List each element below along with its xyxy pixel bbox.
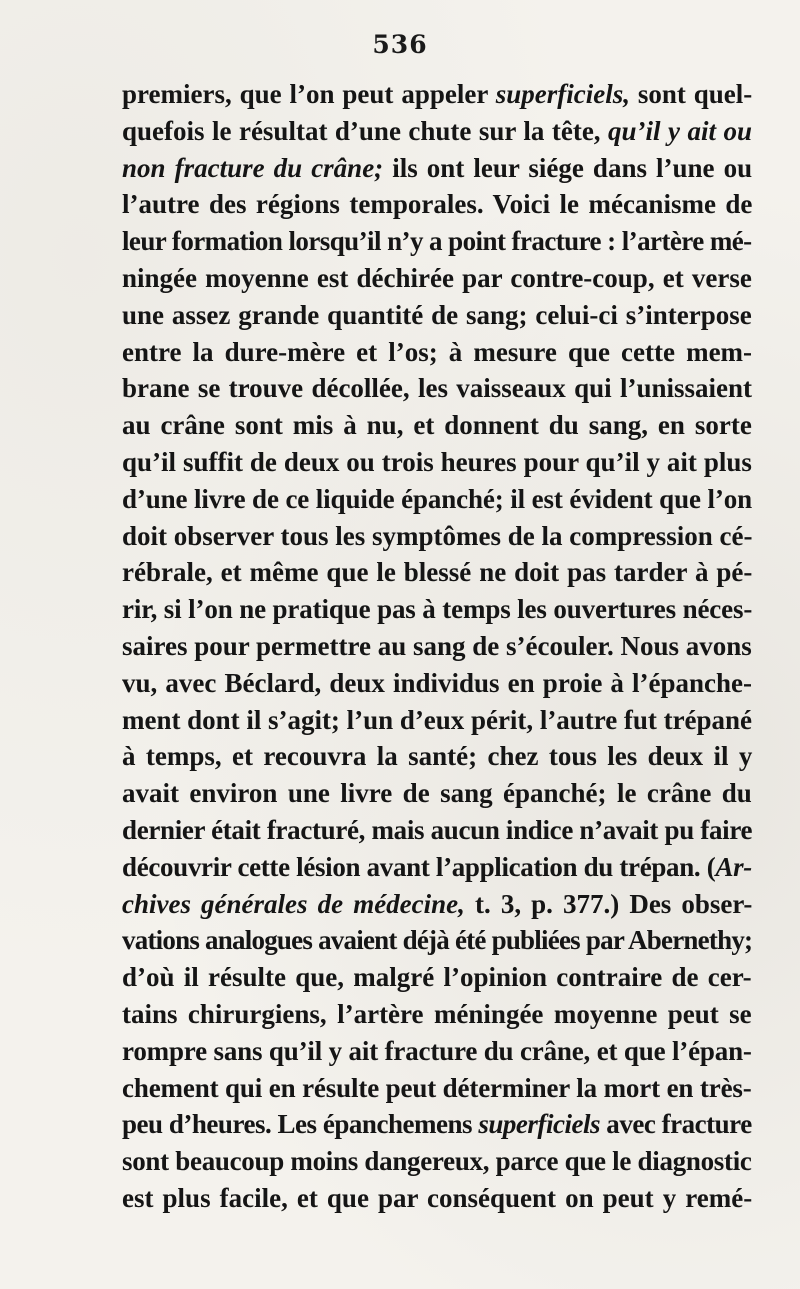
text-segment: t. 3, p. 377.) Des obser- <box>464 888 753 919</box>
text-segment: saires pour permettre au sang de s’écouler. Nous avons <box>122 630 752 661</box>
text-line <box>122 444 752 481</box>
text-line <box>122 812 752 849</box>
text-segment: avait environ une livre de sang épanché; le crâne du <box>122 778 752 809</box>
text-segment: peu d’heures. Les épanchemens <box>122 1109 479 1140</box>
text-segment: à temps, et recouvra la santé; chez tous les deux il y <box>122 741 753 772</box>
text-line <box>122 518 752 555</box>
text-segment: une assez grande quantité de sang; celui-ci s’interpose <box>122 299 752 330</box>
text-segment: leur formation lorsqu’il n’y a point fracture : l’artère mé- <box>122 226 752 257</box>
text-line <box>122 260 752 297</box>
text-line <box>122 1106 752 1143</box>
page-number: 536 <box>372 30 428 59</box>
text-line <box>122 186 752 223</box>
italic-segment: chives générales de médecine, <box>122 888 465 919</box>
text-segment: avec fracture <box>600 1109 752 1140</box>
text-segment: entre la dure-mère et l’os; à mesure que cette mem- <box>122 336 753 367</box>
text-segment: l’autre des régions temporales. Voici le mécanisme de <box>122 189 753 220</box>
text-line <box>122 738 752 775</box>
text-line <box>122 150 752 187</box>
text-segment: sont beaucoup moins dangereux, parce que le diagnostic <box>122 1146 752 1177</box>
text-line <box>122 481 752 518</box>
text-segment: d’une livre de ce liquide épanché; il est évident que l’on <box>122 483 752 514</box>
text-segment: ningée moyenne est déchirée par contre-coup, et verse <box>122 262 752 293</box>
text-line <box>122 1070 752 1107</box>
text-segment: premiers, que l’on peut appeler <box>122 79 496 109</box>
text-segment: vations analogues avaient déjà été publiées par Abernethy; <box>122 925 753 956</box>
italic-segment: superficiels, <box>495 79 630 109</box>
text-segment: vu, avec Béclard, deux individus en proie à l’épanche- <box>122 667 753 698</box>
text-segment: doit observer tous les symptômes de la compression cé- <box>122 520 753 551</box>
text-segment: sont quel- <box>629 79 753 109</box>
text-segment: brane se trouve décollée, les vaisseaux qui l’unissaient <box>122 373 753 404</box>
text-segment: quefois le résultat d’une chute sur la tête, <box>122 115 609 146</box>
text-line <box>122 370 752 407</box>
text-line <box>122 554 752 591</box>
text-segment: rompre sans qu’il y ait fracture du crâne, et que l’épan- <box>122 1035 752 1066</box>
text-line <box>122 702 752 739</box>
text-segment: ment dont il s’agit; l’un d’eux périt, l’autre fut trépané <box>122 704 752 735</box>
text-line <box>122 334 752 371</box>
text-segment: est plus facile, et que par conséquent on peut y remé- <box>122 1182 753 1213</box>
text-line <box>122 996 752 1033</box>
text-segment: d’où il résulte que, malgré l’opinion contraire de cer- <box>122 962 752 993</box>
text-line <box>122 297 752 334</box>
text-segment: au crâne sont mis à nu, et donnent du sang, en sorte <box>122 410 752 441</box>
text-segment: rir, si l’on ne pratique pas à temps les ouvertures néces- <box>122 594 753 625</box>
text-line <box>122 665 752 702</box>
text-line <box>122 886 752 923</box>
text-line <box>122 223 752 260</box>
text-line <box>122 922 752 959</box>
text-line <box>122 1143 752 1180</box>
text-line <box>122 591 752 628</box>
text-segment: ils ont leur siége dans l’une ou <box>383 152 753 183</box>
text-line <box>122 849 752 886</box>
text-segment: dernier était fracturé, mais aucun indice n’avait pu faire <box>122 814 753 845</box>
italic-segment: non fracture du crâne; <box>122 152 384 183</box>
text-line <box>122 76 752 113</box>
text-line <box>122 407 752 444</box>
text-segment: qu’il suffit de deux ou trois heures pour qu’il y ait plus <box>122 446 752 477</box>
body-text <box>122 76 752 1217</box>
text-line <box>122 775 752 812</box>
text-segment: tains chirurgiens, l’artère méningée moyenne peut se <box>122 998 752 1029</box>
text-segment: chement qui en résulte peut déterminer la mort en très- <box>122 1072 752 1103</box>
text-line <box>122 1180 752 1217</box>
italic-segment: qu’il y ait ou <box>608 115 752 146</box>
text-line <box>122 1033 752 1070</box>
text-line <box>122 959 752 996</box>
italic-segment: Ar- <box>715 851 752 882</box>
text-segment: découvrir cette lésion avant l’application du trépan. ( <box>122 851 716 882</box>
text-line <box>122 113 752 150</box>
text-line <box>122 628 752 665</box>
italic-segment: superficiels <box>478 1109 601 1140</box>
text-segment: rébrale, et même que le blessé ne doit pas tarder à pé- <box>122 557 753 588</box>
